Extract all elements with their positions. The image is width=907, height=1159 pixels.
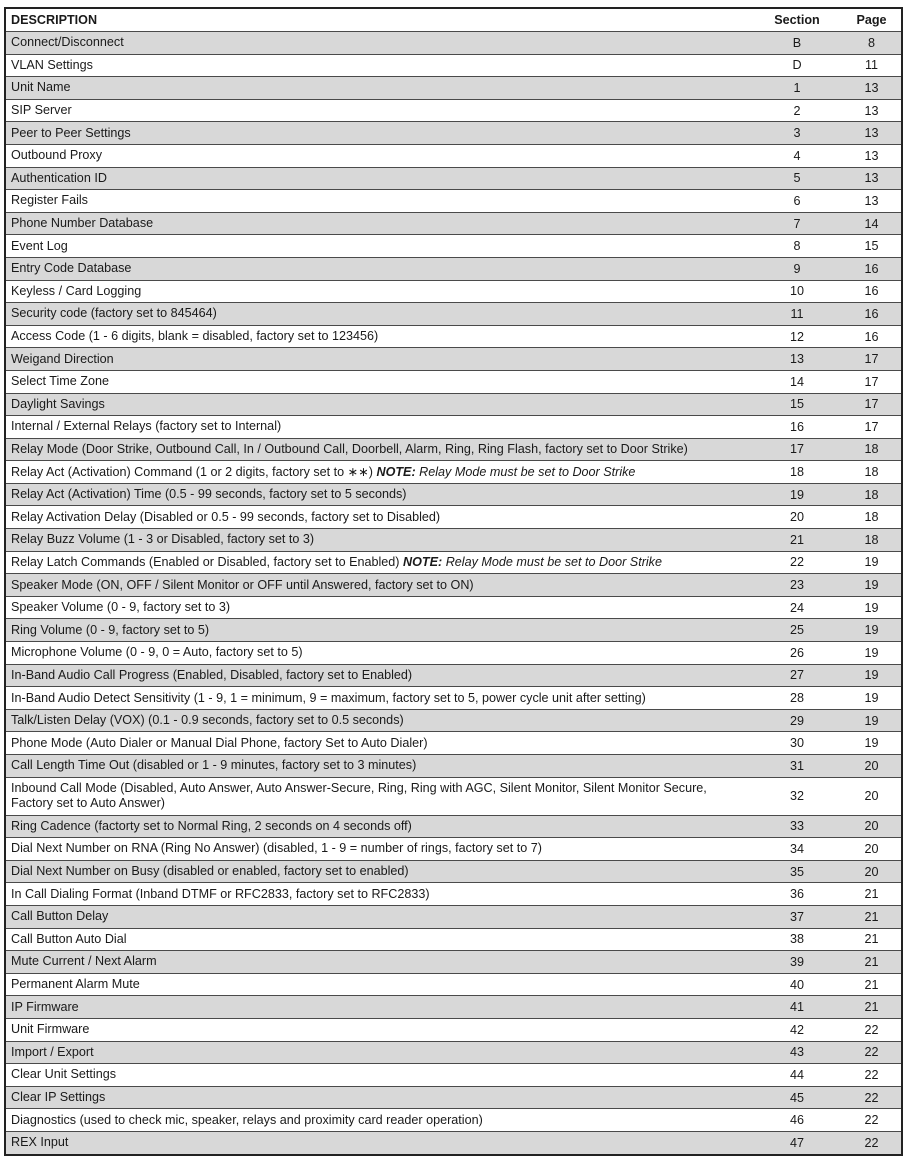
row-page: 20 (864, 789, 879, 804)
row-section: 1 (793, 80, 801, 95)
row-description (6, 841, 752, 856)
table-row (6, 1108, 901, 1131)
row-page: 13 (864, 171, 879, 186)
row-description (6, 419, 752, 434)
row-page: 17 (864, 397, 879, 412)
table-row (6, 596, 901, 619)
row-description (6, 954, 752, 969)
row-page: 14 (864, 216, 879, 231)
header-section: Section (774, 13, 820, 27)
settings-index-table (4, 7, 903, 1156)
table-row (6, 257, 901, 280)
row-page: 22 (864, 1113, 879, 1128)
table-row (6, 31, 901, 54)
description-text: Call Length Time Out (disabled or 1 - 9 minutes, factory set to 3 minutes) (11, 758, 417, 773)
table-body (6, 31, 901, 1154)
description-text: Relay Act (Activation) Command (1 or 2 digits, factory set to ∗∗) (11, 464, 373, 479)
row-section: 44 (789, 1067, 804, 1082)
row-section: 3 (793, 126, 801, 141)
row-description (6, 80, 752, 95)
description-text: Dial Next Number on Busy (disabled or enabled, factory set to enabled) (11, 864, 409, 879)
note-label: NOTE: (376, 464, 416, 479)
table-row (6, 815, 901, 838)
row-section: 31 (789, 758, 804, 773)
row-description (6, 465, 752, 480)
row-page: 22 (864, 1045, 879, 1060)
row-description (6, 352, 752, 367)
table-row (6, 777, 901, 815)
table-row (6, 731, 901, 754)
description-text: Ring Volume (0 - 9, factory set to 5) (11, 622, 210, 637)
table-row (6, 54, 901, 77)
row-description (6, 306, 752, 321)
row-section: 2 (793, 103, 801, 118)
description-text: Permanent Alarm Mute (11, 977, 140, 992)
description-text: Diagnostics (used to check mic, speaker, relays and proximity card reader operation) (11, 1112, 483, 1127)
row-section: 5 (793, 171, 801, 186)
row-description (6, 887, 752, 902)
header-description: DESCRIPTION (11, 12, 98, 27)
description-text: Relay Mode (Door Strike, Outbound Call, In / Outbound Call, Doorbell, Alarm, Ring, Ring Flash, factory set to Door Strike) (11, 441, 688, 456)
description-text: VLAN Settings (11, 57, 93, 72)
row-page: 18 (864, 442, 879, 457)
table-row (6, 1131, 901, 1154)
row-description (6, 864, 752, 879)
row-description (6, 487, 752, 502)
row-description (6, 819, 752, 834)
row-page: 19 (864, 645, 879, 660)
table-row (6, 928, 901, 951)
row-section: 39 (789, 954, 804, 969)
description-text: Access Code (1 - 6 digits, blank = disabled, factory set to 123456) (11, 329, 379, 344)
description-text: Unit Firmware (11, 1022, 90, 1037)
description-text: Peer to Peer Settings (11, 125, 131, 140)
row-page: 19 (864, 691, 879, 706)
table-row (6, 212, 901, 235)
table-row (6, 551, 901, 574)
description-text: Clear IP Settings (11, 1090, 106, 1105)
row-page: 19 (864, 555, 879, 570)
row-section: 40 (789, 977, 804, 992)
row-section: 33 (789, 819, 804, 834)
table-row (6, 950, 901, 973)
row-page: 19 (864, 578, 879, 593)
row-description (6, 713, 752, 728)
row-page: 18 (864, 465, 879, 480)
row-page: 13 (864, 193, 879, 208)
table-row (6, 415, 901, 438)
description-text: Internal / External Relays (factory set to Internal) (11, 419, 282, 434)
row-description (6, 532, 752, 547)
row-description (6, 600, 752, 615)
row-section: 45 (789, 1090, 804, 1105)
table-row (6, 121, 901, 144)
row-description (6, 261, 752, 276)
table-row (6, 860, 901, 883)
row-description (6, 148, 752, 163)
description-text: Inbound Call Mode (Disabled, Auto Answer, Auto Answer-Secure, Ring, Ring with AGC, Silent Monitor, Silent Monitor Secure, Factory set to Auto Answer) (11, 781, 707, 811)
table-row (6, 325, 901, 348)
description-text: Relay Act (Activation) Time (0.5 - 99 seconds, factory set to 5 seconds) (11, 487, 407, 502)
row-page: 20 (864, 841, 879, 856)
row-description (6, 977, 752, 992)
description-text: Security code (factory set to 845464) (11, 306, 217, 321)
row-description (6, 1113, 752, 1128)
row-section: 25 (789, 623, 804, 638)
description-text: In-Band Audio Detect Sensitivity (1 - 9, 1 = minimum, 9 = maximum, factory set to 5, power cycle unit after setting) (11, 690, 646, 705)
description-text: Relay Buzz Volume (1 - 3 or Disabled, factory set to 3) (11, 532, 315, 547)
row-description (6, 578, 752, 593)
row-section: 43 (789, 1045, 804, 1060)
row-description (6, 510, 752, 525)
table-row (6, 302, 901, 325)
row-section: 20 (789, 510, 804, 525)
table-row (6, 483, 901, 506)
row-page: 13 (864, 126, 879, 141)
row-description (6, 442, 752, 457)
row-page: 13 (864, 148, 879, 163)
table-row (6, 280, 901, 303)
description-text: Unit Name (11, 80, 71, 95)
note-text: Relay Mode must be set to Door Strike (445, 554, 662, 569)
row-page: 21 (864, 1000, 879, 1015)
row-section: 15 (789, 397, 804, 412)
row-description (6, 736, 752, 751)
row-description (6, 668, 752, 683)
row-description (6, 623, 752, 638)
row-page: 19 (864, 713, 879, 728)
row-section: 28 (789, 691, 804, 706)
table-row (6, 973, 901, 996)
table-row (6, 460, 901, 483)
row-section: 46 (789, 1113, 804, 1128)
row-section: 37 (789, 909, 804, 924)
description-text: Import / Export (11, 1044, 94, 1059)
description-text: Clear Unit Settings (11, 1067, 116, 1082)
row-description (6, 1045, 752, 1060)
row-section: 35 (789, 864, 804, 879)
table-row (6, 573, 901, 596)
description-text: Relay Activation Delay (Disabled or 0.5 - 99 seconds, factory set to Disabled) (11, 509, 441, 524)
row-section: 32 (789, 789, 804, 804)
row-description (6, 932, 752, 947)
row-section: 18 (789, 465, 804, 480)
row-page: 19 (864, 623, 879, 638)
row-description (6, 284, 752, 299)
row-page: 18 (864, 487, 879, 502)
row-section: 13 (789, 352, 804, 367)
table-row (6, 438, 901, 461)
row-page: 22 (864, 1090, 879, 1105)
description-text: Call Button Delay (11, 909, 109, 924)
row-page: 20 (864, 819, 879, 834)
row-description (6, 126, 752, 141)
row-description (6, 58, 752, 73)
row-description (6, 781, 752, 811)
row-page: 21 (864, 909, 879, 924)
row-description (6, 1090, 752, 1105)
row-page: 22 (864, 1067, 879, 1082)
row-page: 13 (864, 103, 879, 118)
table-header (6, 9, 901, 31)
row-page: 20 (864, 864, 879, 879)
row-description (6, 909, 752, 924)
row-page: 18 (864, 510, 879, 525)
row-section: 34 (789, 841, 804, 856)
row-page: 17 (864, 374, 879, 389)
row-page: 21 (864, 954, 879, 969)
table-row (6, 754, 901, 777)
description-text: Phone Number Database (11, 216, 154, 231)
header-page: Page (856, 13, 887, 27)
row-description (6, 1022, 752, 1037)
row-section: 11 (790, 306, 804, 321)
table-row (6, 189, 901, 212)
row-section: 47 (789, 1135, 804, 1150)
description-text: IP Firmware (11, 999, 79, 1014)
description-text: Microphone Volume (0 - 9, 0 = Auto, factory set to 5) (11, 645, 303, 660)
table-row (6, 1018, 901, 1041)
row-description (6, 374, 752, 389)
description-text: Outbound Proxy (11, 148, 103, 163)
note-label: NOTE: (403, 554, 443, 569)
description-text: Authentication ID (11, 170, 107, 185)
row-description (6, 1000, 752, 1015)
row-section: 22 (789, 555, 804, 570)
table-row (6, 167, 901, 190)
row-page: 17 (864, 419, 879, 434)
row-section: 38 (789, 932, 804, 947)
description-text: Daylight Savings (11, 396, 105, 411)
row-section: 17 (789, 442, 804, 457)
row-section: 14 (789, 374, 804, 389)
row-description (6, 216, 752, 231)
description-text: SIP Server (11, 103, 72, 118)
row-description (6, 35, 752, 50)
description-text: Select Time Zone (11, 374, 109, 389)
row-section: 19 (789, 487, 804, 502)
table-row (6, 347, 901, 370)
row-page: 15 (864, 239, 879, 254)
table-row (6, 528, 901, 551)
description-text: Weigand Direction (11, 351, 114, 366)
description-text: In Call Dialing Format (Inband DTMF or RFC2833, factory set to RFC2833) (11, 886, 430, 901)
row-page: 18 (864, 532, 879, 547)
row-section: B (792, 35, 802, 50)
description-text: Mute Current / Next Alarm (11, 954, 157, 969)
row-section: 7 (793, 216, 801, 231)
row-section: 41 (789, 1000, 804, 1015)
description-text: REX Input (11, 1135, 69, 1150)
row-page: 22 (864, 1135, 879, 1150)
description-text: Keyless / Card Logging (11, 283, 142, 298)
row-section: 4 (793, 148, 801, 163)
row-page: 16 (864, 329, 879, 344)
table-row (6, 234, 901, 257)
row-description (6, 645, 752, 660)
table-row (6, 76, 901, 99)
table-row (6, 882, 901, 905)
description-text: Phone Mode (Auto Dialer or Manual Dial Phone, factory Set to Auto Dialer) (11, 735, 428, 750)
row-description (6, 397, 752, 412)
row-description (6, 193, 752, 208)
table-row (6, 505, 901, 528)
table-row (6, 393, 901, 416)
description-text: Dial Next Number on RNA (Ring No Answer) (disabled, 1 - 9 = number of rings, factory set to 7) (11, 841, 542, 856)
row-section: 9 (793, 261, 801, 276)
row-page: 19 (864, 600, 879, 615)
row-page: 16 (864, 306, 879, 321)
row-description (6, 691, 752, 706)
description-text: Speaker Mode (ON, OFF / Silent Monitor or OFF until Answered, factory set to ON) (11, 577, 474, 592)
row-page: 16 (864, 261, 879, 276)
table-row (6, 144, 901, 167)
description-text: Relay Latch Commands (Enabled or Disabled, factory set to Enabled) (11, 554, 400, 569)
row-page: 19 (864, 736, 879, 751)
table-row (6, 641, 901, 664)
description-text: Event Log (11, 238, 68, 253)
table-row (6, 995, 901, 1018)
table-row (6, 370, 901, 393)
row-page: 21 (864, 977, 879, 992)
row-section: 12 (789, 329, 804, 344)
table-row (6, 99, 901, 122)
description-text: Ring Cadence (factorty set to Normal Ring, 2 seconds on 4 seconds off) (11, 818, 412, 833)
description-text: Call Button Auto Dial (11, 931, 127, 946)
row-section: 42 (789, 1022, 804, 1037)
table-row (6, 905, 901, 928)
row-description (6, 103, 752, 118)
row-section: 36 (789, 887, 804, 902)
row-section: 16 (789, 419, 804, 434)
row-page: 17 (864, 352, 879, 367)
row-section: 21 (789, 532, 804, 547)
row-page: 8 (867, 35, 875, 50)
row-section: 29 (789, 713, 804, 728)
table-row (6, 1041, 901, 1064)
row-description (6, 1135, 752, 1150)
row-page: 11 (864, 58, 879, 73)
table-row (6, 837, 901, 860)
row-description (6, 555, 752, 570)
description-text: Speaker Volume (0 - 9, factory set to 3) (11, 600, 231, 615)
row-page: 20 (864, 758, 879, 773)
row-section: 24 (789, 600, 804, 615)
row-section: D (792, 58, 802, 73)
row-section: 8 (793, 239, 801, 254)
row-section: 30 (789, 736, 804, 751)
table-row (6, 709, 901, 732)
row-section: 27 (789, 668, 804, 683)
row-description (6, 329, 752, 344)
row-description (6, 758, 752, 773)
table-row (6, 1086, 901, 1109)
row-page: 19 (864, 668, 879, 683)
row-page: 16 (864, 284, 879, 299)
table-row (6, 1063, 901, 1086)
description-text: Entry Code Database (11, 261, 132, 276)
description-text: Register Fails (11, 193, 88, 208)
row-description (6, 171, 752, 186)
row-section: 26 (789, 645, 804, 660)
row-description (6, 1067, 752, 1082)
row-page: 21 (864, 932, 879, 947)
description-text: In-Band Audio Call Progress (Enabled, Disabled, factory set to Enabled) (11, 667, 413, 682)
row-section: 6 (793, 193, 801, 208)
table-row (6, 618, 901, 641)
description-text: Connect/Disconnect (11, 35, 124, 50)
description-text: Talk/Listen Delay (VOX) (0.1 - 0.9 seconds, factory set to 0.5 seconds) (11, 713, 404, 728)
row-section: 10 (789, 284, 804, 299)
table-row (6, 686, 901, 709)
row-page: 22 (864, 1022, 879, 1037)
row-page: 21 (864, 887, 879, 902)
table-row (6, 664, 901, 687)
note-text: Relay Mode must be set to Door Strike (419, 464, 636, 479)
row-page: 13 (864, 80, 879, 95)
row-description (6, 239, 752, 254)
row-section: 23 (789, 578, 804, 593)
